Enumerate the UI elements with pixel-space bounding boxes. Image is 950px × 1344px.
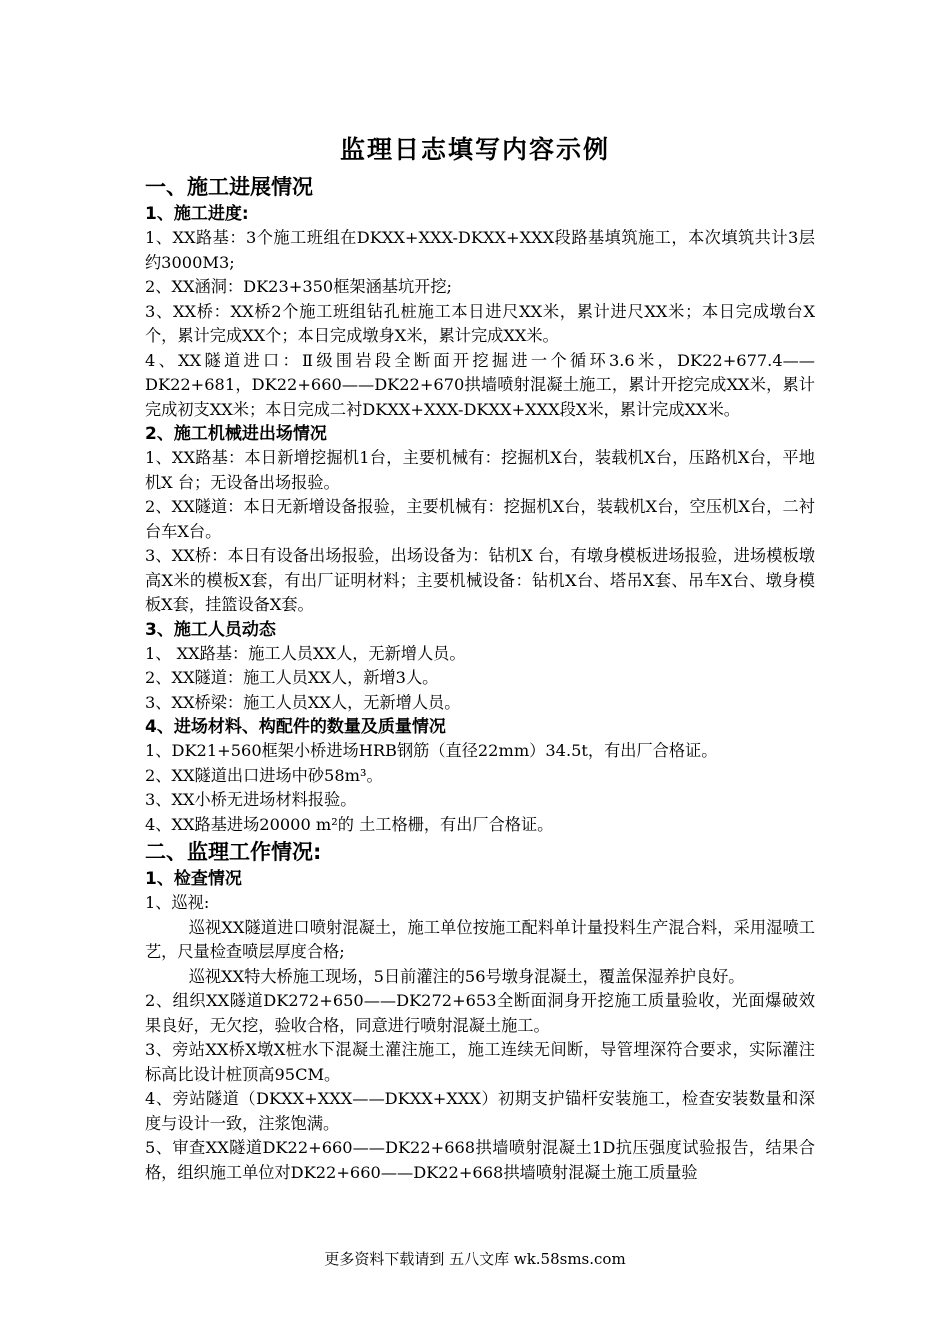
paragraph: 巡视XX隧道进口喷射混凝土，施工单位按施工配料单计量投料生产混合料，采用湿喷工艺，尺量检查喷层厚度合格; <box>145 917 815 961</box>
subsection-heading: 3、施工人员动态 <box>145 619 276 640</box>
paragraph: 3、旁站XX桥X墩X桩水下混凝土灌注施工，施工连续无间断，导管埋深符合要求，实际灌注标高比设计桩顶高95CM。 <box>145 1040 815 1084</box>
subsection-heading: 1、施工进度: <box>145 204 249 224</box>
paragraph: 巡视XX特大桥施工现场，5日前灌注的56号墩身混凝土，覆盖保湿养护良好。 <box>188 966 745 986</box>
paragraph: 4、XX隧道进口：Ⅱ级围岩段全断面开挖掘进一个循环3.6米，DK22+677.4——DK22+681，DK22+660——DK22+670拱墙喷射混凝土施工，累计开挖完成XX米，累计完成初支XX米；本日完成二衬DKXX+XXX-DKXX+XXX段X米，累计完成XX米。 <box>145 350 815 419</box>
paragraph: 3、XX桥：XX桥2个施工班组钻孔桩施工本日进尺XX米，累计进尺XX米；本日完成墩台X个，累计完成XX个；本日完成墩身X米，累计完成XX米。 <box>145 301 815 345</box>
paragraph: 2、XX涵洞：DK23+350框架涵基坑开挖; <box>145 277 452 296</box>
paragraph: 4、旁站隧道（DKXX+XXX——DKXX+XXX）初期支护锚杆安装施工，检查安装数量和深度与设计一致，注浆饱满。 <box>145 1089 815 1133</box>
paragraph: 2、XX隧道：施工人员XX人，新增3人。 <box>145 668 439 687</box>
paragraph: 1、XX路基：3个施工班组在DKXX+XXX-DKXX+XXX段路基填筑施工，本次填筑共计3层约3000M3; <box>145 228 815 272</box>
paragraph: 5、审查XX隧道DK22+660——DK22+668拱墙喷射混凝土1D抗压强度试验报告，结果合格，组织施工单位对DK22+660——DK22+668拱墙喷射混凝土施工质量验 <box>145 1138 815 1182</box>
paragraph: 2、XX隧道出口进场中砂58m³。 <box>145 765 383 785</box>
paragraph: 1、XX路基：本日新增挖掘机1台，主要机械有：挖掘机X台，装载机X台，压路机X台，平地机X 台；无设备出场报验。 <box>145 448 815 492</box>
paragraph: 3、XX桥：本日有设备出场报验，出场设备为：钻机X 台，有墩身模板进场报验，进场模板墩高X米的模板X套，有出厂证明材料；主要机械设备：钻机X台、塔吊X套、吊车X台、墩身模板X套，挂篮设备X套。 <box>145 546 815 614</box>
document-body <box>145 172 815 1185</box>
paragraph: 1、巡视: <box>145 893 210 912</box>
subsection-heading: 4、进场材料、构配件的数量及质量情况 <box>145 717 446 737</box>
paragraph: 1、 XX路基：施工人员XX人，无新增人员。 <box>145 643 466 663</box>
paragraph: 3、XX桥梁：施工人员XX人，无新增人员。 <box>145 692 461 712</box>
paragraph: 1、DK21+560框架小桥进场HRB钢筋（直径22mm）34.5t，有出厂合格证。 <box>145 741 718 760</box>
footer-note: 更多资料下载请到 五八文库 wk.58sms.com <box>324 1250 626 1268</box>
paragraph: 2、XX隧道：本日无新增设备报验，主要机械有：挖掘机X台，装载机X台，空压机X台，二衬台车X台。 <box>145 497 815 541</box>
subsection-heading: 2、施工机械进出场情况 <box>145 424 327 444</box>
paragraph: 2、组织XX隧道DK272+650——DK272+653全断面洞身开挖施工质量验收，光面爆破效果良好，无欠挖，验收合格，同意进行喷射混凝土施工。 <box>145 991 815 1035</box>
subsection-heading: 1、检查情况 <box>145 869 242 889</box>
section-heading: 一、施工进展情况 <box>145 175 313 199</box>
page-title: 监理日志填写内容示例 <box>339 135 610 164</box>
section-heading: 二、监理工作情况: <box>145 840 322 864</box>
paragraph: 3、XX小桥无进场材料报验。 <box>145 790 357 809</box>
paragraph: 4、XX路基进场20000 m²的 土工格栅，有出厂合格证。 <box>145 814 554 834</box>
